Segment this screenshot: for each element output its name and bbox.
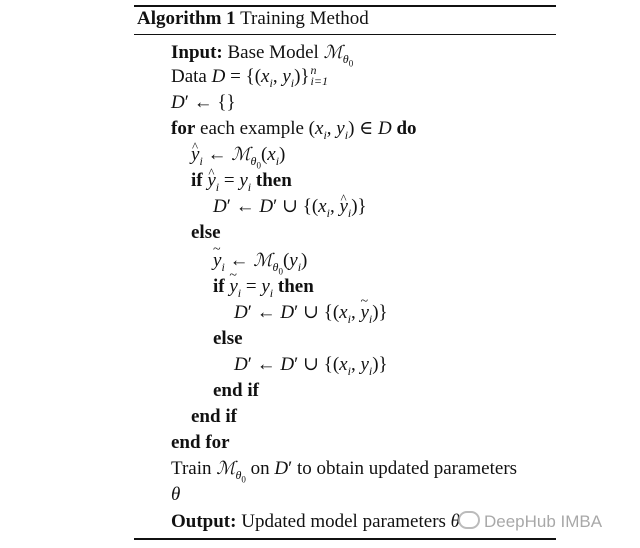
math-theta: θ [450,511,461,532]
line-text: Updated model parameters [241,511,446,532]
watermark [458,511,602,532]
math-rationalize: ~ $y_i$ ← $ℳ_{\theta_0}(y_i)$ [213,248,307,274]
keyword-else: else [191,222,221,243]
keyword-then: then [255,170,292,191]
keyword-if: if [213,276,225,297]
algorithm-label: Algorithm 1 [137,8,236,29]
caption-rule [134,34,556,35]
algorithm-caption [137,6,369,32]
line-code [171,64,328,90]
keyword-do: do [396,118,417,139]
math-model: ℳ [216,458,236,479]
math-predict: ^ $y_i$ ← $ℳ_{\theta_0}(x_i)$ [191,142,285,168]
keyword-if: if [191,170,203,191]
line-text: Base Model [227,42,319,63]
bottom-rule [134,538,556,540]
keyword-end-if: end if [191,406,237,427]
line-code: Input: Base Model ℳ$_{\theta_0}$ [171,42,354,69]
math-condition: ^ $y_i = y_i$ [207,170,251,191]
math-init: D′ ← {} [171,92,236,113]
line-text: on [250,458,270,479]
line-code [171,509,460,535]
keyword-end-if: end if [213,380,259,401]
keyword-for: for [171,118,196,139]
line-code [191,168,292,194]
keyword-input: Input: [171,42,223,63]
line-text: Train [171,458,212,479]
keyword-then: then [277,276,314,297]
wechat-icon [458,511,480,529]
watermark-text: DeepHub IMBA [484,512,603,531]
line-code: Train ℳ$_{\theta_0}$ on D′ to obtain updated parameters [171,458,518,485]
math-dataset-prime: D [274,458,289,479]
math-theta: θ [171,484,181,505]
math-update: D′ ← D′ ∪ {($x_i$, ~ $y_i$)} [234,300,388,326]
math-update: D′ ← D′ ∪ {($x_i$, $y_i$)} [234,354,388,378]
keyword-output: Output: [171,511,237,532]
math-dataset: $D = \{(x_i$, $y_i$)} [211,66,310,90]
line-text: each example [200,118,304,139]
keyword-else: else [213,328,243,349]
math-limits: n i=1 [310,62,328,88]
line-text: to obtain updated parameters [297,458,518,479]
math-model: ℳ [323,42,343,63]
algorithm-title: Training Method [240,8,369,29]
math-condition: ~ $y_i = y_i$ [229,276,273,297]
line-code [213,274,314,300]
line-text: Data [171,66,207,87]
keyword-end-for: end for [171,432,230,453]
math-update: D′ ← D′ ∪ {($x_i$, ^ $y_i$)} [213,194,367,220]
math-example: ($x_i$, $y_i$) ∈ D [308,118,392,142]
line-code [171,116,417,142]
